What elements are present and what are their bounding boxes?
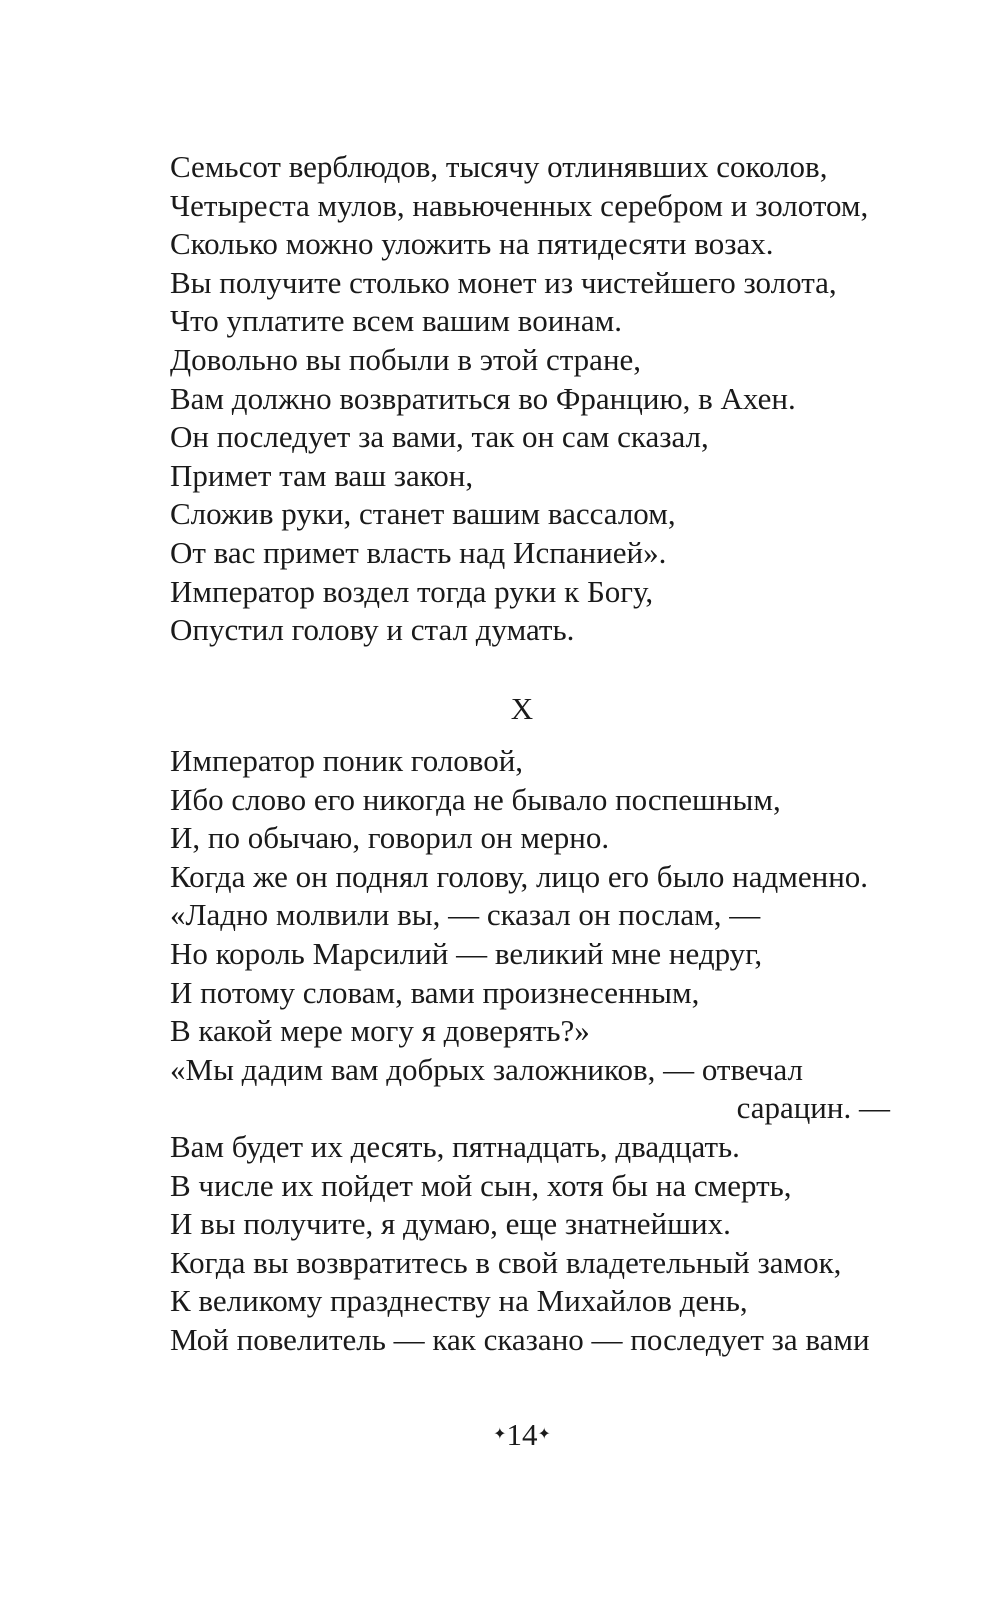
verse-line: Император воздел тогда руки к Богу, (170, 573, 654, 609)
verse-line: И вы получите, я думаю, еще знатнейших. (170, 1206, 731, 1242)
verse-line: Мой повелитель — как сказано — последует за вами (170, 1321, 870, 1357)
ornament-left-icon: ✦ (493, 1425, 507, 1443)
verse-line: И потому словам, вами произнесенным, (170, 974, 700, 1010)
verse-line: Вы получите столько монет из чистейшего золота, (170, 264, 837, 300)
section-heading: X (510, 691, 534, 726)
verse-line: В какой мере могу я доверять?» (170, 1013, 590, 1049)
verse-line: Когда вы возвратитесь в свой владетельный замок, (170, 1244, 842, 1280)
verse-line: Он последует за вами, так он сам сказал, (170, 419, 709, 455)
verse-line: Сколько можно уложить на пятидесяти возах. (170, 226, 774, 262)
verse-line: Когда же он поднял голову, лицо его было надменно. (170, 858, 869, 894)
verse-line: Вам будет их десять, пятнадцать, двадцать. (170, 1128, 740, 1164)
verse-line: Опустил голову и стал думать. (170, 612, 575, 648)
verse-line: Вам должно возвратиться во Францию, в Ахен. (170, 380, 796, 416)
verse-line: Семьсот верблюдов, тысячу отлинявших соколов, (170, 149, 828, 184)
stanza-bottom (170, 742, 890, 1360)
verse-line: К великому празднеству на Михайлов день, (170, 1283, 748, 1319)
verse-line: Что уплатите всем вашим воинам. (170, 303, 623, 339)
verse-line: Ибо слово его никогда не бывало поспешным, (170, 781, 781, 817)
verse-line: Сложив руки, станет вашим вассалом, (170, 496, 676, 532)
verse-line-continuation: сарацин. — (736, 1090, 890, 1126)
verse-line: Примет там ваш закон, (170, 457, 474, 493)
page-number-footer (0, 1416, 1000, 1457)
stanza-top (170, 148, 890, 650)
verse-line: «Ладно молвили вы, — сказал он послам, — (170, 897, 761, 933)
verse-line: И, по обычаю, говорил он мерно. (170, 820, 610, 856)
verse-line: От вас примет власть над Испанией». (170, 534, 667, 570)
verse-line: Император поник головой, (170, 743, 524, 778)
ornament-right-icon: ✦ (537, 1425, 551, 1443)
page-number: 14 (506, 1417, 538, 1452)
verse-line: В числе их пойдет мой сын, хотя бы на смерть, (170, 1167, 792, 1203)
verse-line: Довольно вы побыли в этой стране, (170, 341, 642, 377)
verse-line: «Мы дадим вам добрых заложников, — отвечал (170, 1051, 804, 1087)
verse-line: Четыреста мулов, навьюченных серебром и золотом, (170, 187, 869, 223)
verse-line: Но король Марсилий — великий мне недруг, (170, 935, 763, 971)
